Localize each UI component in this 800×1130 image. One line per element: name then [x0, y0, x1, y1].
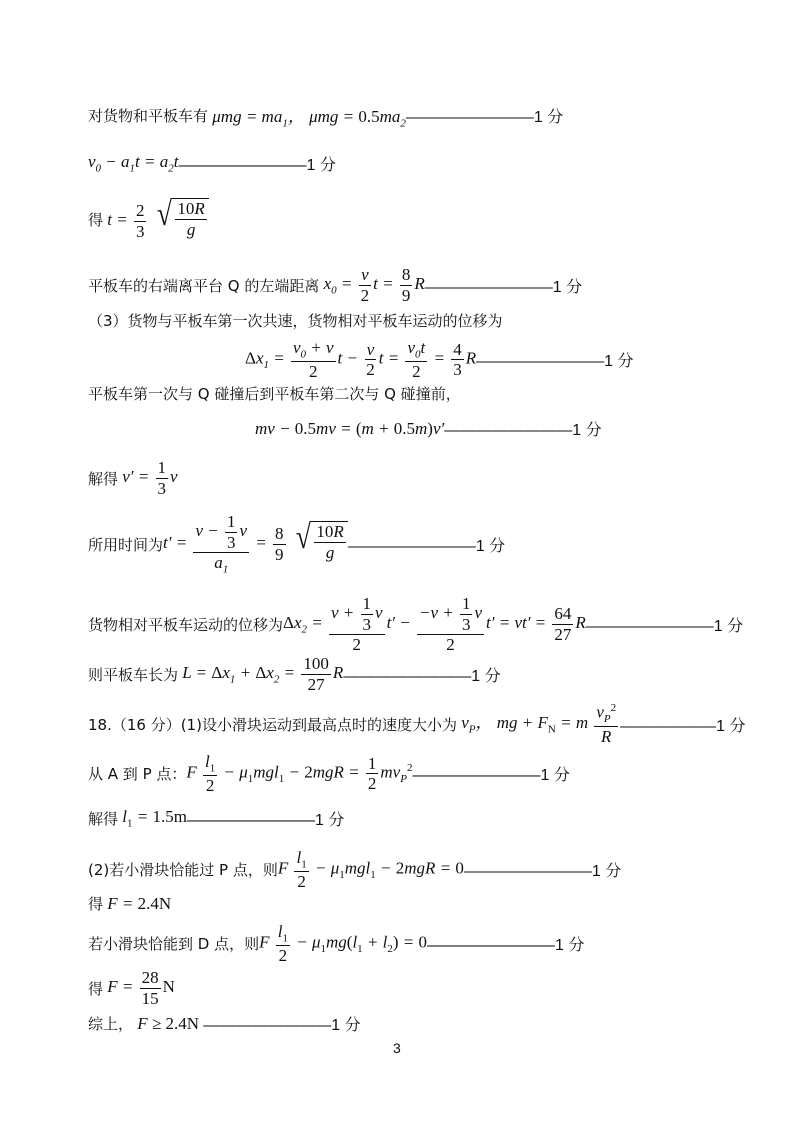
- equation: $v_P$， mg + $F_N = m$ $\frac{v_P^2}{R}$: [456, 702, 617, 746]
- text: 综上，: [88, 1015, 134, 1033]
- line-11: [88, 594, 743, 655]
- text: 得: [88, 211, 104, 230]
- equation: t′ = v − $\frac{1}{3}$ v $a_1$ = $\frac{8}{9}$ √ $\frac{10R}{g}$: [163, 512, 348, 576]
- text: 对货物和平板车有: [88, 107, 209, 126]
- text: 平板车第一次与 Q 碰撞后到平板车第二次与 Q 碰撞前，: [88, 385, 461, 403]
- line-10: [88, 512, 505, 576]
- text: 18.（16 分）(1)设小滑块运动到最高点时的速度大小为: [88, 715, 457, 734]
- text: 得: [88, 895, 104, 913]
- equation: F $\frac{l_1}{2}$ − $\mu_1mgl_1 - 2mgR = 0$: [277, 848, 464, 892]
- score: ————————1 分: [444, 422, 602, 439]
- score: ————————1 分: [585, 617, 744, 635]
- score: ————————1 分: [178, 157, 336, 174]
- line-19: [88, 968, 175, 1008]
- text: 从 A 到 P 点：: [88, 765, 187, 784]
- line-7: [88, 383, 461, 404]
- equation: F = $\frac{28}{15}$ N: [103, 968, 175, 1008]
- score: ————————1 分: [343, 667, 501, 685]
- equation: $L = \Delta x_1 + \Delta x_2$ = $\frac{100}{27}$ R: [178, 654, 344, 694]
- equation: t = $\frac{2}{3}$ √ $\frac{10R}{g}$: [103, 198, 209, 241]
- line-3: [88, 198, 209, 241]
- line-15: [88, 807, 344, 830]
- score: ————————1 分: [347, 537, 506, 555]
- text: 解得: [88, 469, 119, 488]
- line-5: [88, 310, 503, 331]
- equation: v′ = $\frac{1}{3}$ v: [118, 458, 178, 498]
- equation: F = 2.4N: [103, 893, 172, 913]
- line-17: [88, 893, 171, 914]
- text: 平板车的右端离平台 Q 的左端距离: [88, 276, 320, 295]
- score: ————————1 分: [463, 863, 622, 881]
- score: ————————1 分: [186, 812, 345, 829]
- text: (2)若小滑块恰能过 P 点，则: [88, 861, 278, 880]
- text: 若小滑块恰能到 D 点，则: [88, 935, 260, 954]
- text: 解得: [88, 810, 119, 828]
- score: ————————1 分: [203, 1017, 361, 1034]
- score: ————————1 分: [427, 937, 585, 955]
- text: 所用时间为: [88, 535, 164, 554]
- text: 得: [88, 979, 104, 998]
- equation: $x_0$ = $\frac{v}{2}$ t = $\frac{8}{9}$ R: [319, 265, 425, 305]
- equation: $\Delta x_1$ = $\frac{v_0 + v}{2}$ t − $\frac{v}{2}$ t = $\frac{v_0t}{2}$ = $\frac{4}{3}$ R: [245, 338, 477, 382]
- line-20: [88, 1012, 361, 1035]
- page-number: 3: [393, 1040, 401, 1056]
- text: 则平板车长为: [88, 665, 179, 684]
- equation: F $\frac{l_1}{2}$ − $\mu_1mg(l_1 + l_2) = 0$: [259, 922, 428, 966]
- score: ————————1 分: [412, 767, 570, 785]
- line-8: [255, 417, 602, 440]
- equation: $\Delta x_2$ = v + $\frac{1}{3}$ v 2 t′ − −v + $\frac{1}{3}$ v 2 t′ = vt′ = $\frac{64}{27}$ R: [283, 594, 586, 655]
- line-1: [88, 102, 563, 129]
- score: ——————1 分: [620, 717, 746, 735]
- score: ————————1 分: [405, 109, 564, 127]
- text: 货物相对平板车运动的位移为: [88, 615, 284, 634]
- line-13: [88, 702, 745, 746]
- equation: mv − 0.5mv = (m + 0.5m)v′: [255, 418, 445, 438]
- line-16: [88, 848, 621, 892]
- equation: F ≥ 2.4N: [133, 1013, 200, 1033]
- line-12: [88, 654, 501, 694]
- line-4: [88, 265, 582, 305]
- equation: $\mu mg = ma_1$， $\mu mg = 0.5ma_2$: [208, 107, 406, 130]
- score: ————————1 分: [424, 278, 583, 296]
- line-14: [88, 752, 570, 796]
- equation: $l_1 = 1.5m$: [118, 807, 187, 830]
- score: ————————1 分: [476, 353, 634, 371]
- line-9: [88, 458, 178, 498]
- equation: F $\frac{l_1}{2}$ − $\mu_1mgl_1 - 2mgR$ = $\frac{1}{2}$ $mv_P^2$: [186, 752, 413, 796]
- equation: $v_0 - a_1t = a_2t$: [88, 152, 179, 175]
- line-18: [88, 922, 584, 966]
- line-2: [88, 152, 336, 175]
- text: （3）货物与平板车第一次共速，货物相对平板车运动的位移为: [88, 312, 503, 330]
- line-6: [245, 338, 633, 382]
